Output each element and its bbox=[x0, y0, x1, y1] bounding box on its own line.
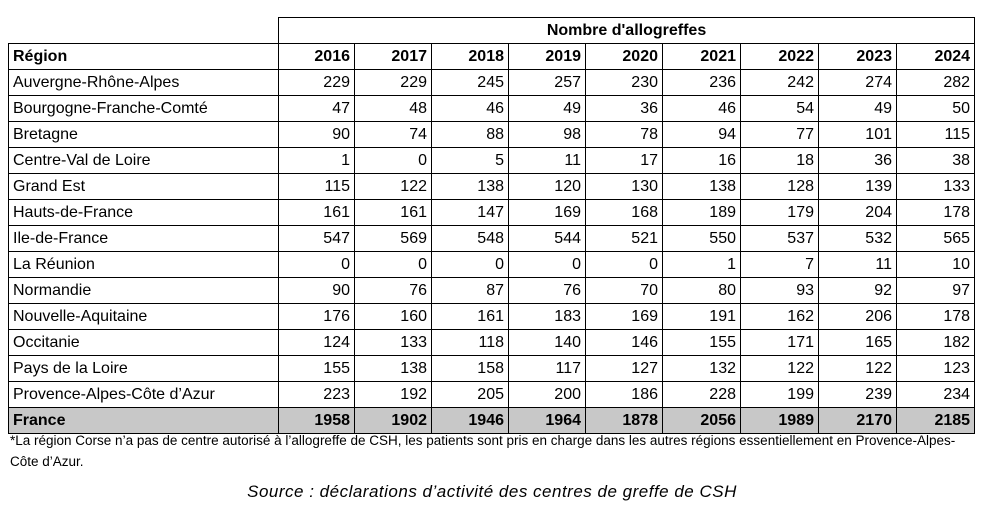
value-cell: 1902 bbox=[355, 408, 432, 434]
value-cell: 1 bbox=[663, 252, 741, 278]
value-cell: 48 bbox=[355, 96, 432, 122]
region-cell: Provence-Alpes-Côte d’Azur bbox=[9, 382, 279, 408]
value-cell: 70 bbox=[586, 278, 663, 304]
region-cell: La Réunion bbox=[9, 252, 279, 278]
value-cell: 1964 bbox=[509, 408, 586, 434]
value-cell: 169 bbox=[509, 200, 586, 226]
value-cell: 146 bbox=[586, 330, 663, 356]
value-cell: 7 bbox=[741, 252, 819, 278]
value-cell: 2056 bbox=[663, 408, 741, 434]
table-row bbox=[9, 174, 975, 200]
value-cell: 90 bbox=[279, 278, 355, 304]
allograft-table bbox=[8, 17, 975, 434]
value-cell: 205 bbox=[432, 382, 509, 408]
source-caption: Source : déclarations d’activité des centres de greffe de CSH bbox=[247, 482, 737, 501]
value-cell: 94 bbox=[663, 122, 741, 148]
value-cell: 76 bbox=[509, 278, 586, 304]
value-cell: 1958 bbox=[279, 408, 355, 434]
value-cell: 532 bbox=[819, 226, 897, 252]
value-cell: 521 bbox=[586, 226, 663, 252]
value-cell: 200 bbox=[509, 382, 586, 408]
value-cell: 192 bbox=[355, 382, 432, 408]
value-cell: 155 bbox=[279, 356, 355, 382]
value-cell: 239 bbox=[819, 382, 897, 408]
value-cell: 128 bbox=[741, 174, 819, 200]
value-cell: 229 bbox=[279, 70, 355, 96]
value-cell: 122 bbox=[355, 174, 432, 200]
value-cell: 230 bbox=[586, 70, 663, 96]
value-cell: 118 bbox=[432, 330, 509, 356]
region-cell: Grand Est bbox=[9, 174, 279, 200]
value-cell: 46 bbox=[663, 96, 741, 122]
value-cell: 1878 bbox=[586, 408, 663, 434]
value-cell: 36 bbox=[819, 148, 897, 174]
value-cell: 160 bbox=[355, 304, 432, 330]
value-cell: 223 bbox=[279, 382, 355, 408]
value-cell: 98 bbox=[509, 122, 586, 148]
value-cell: 161 bbox=[279, 200, 355, 226]
value-cell: 169 bbox=[586, 304, 663, 330]
blank-corner-cell bbox=[9, 18, 279, 44]
value-cell: 93 bbox=[741, 278, 819, 304]
value-cell: 132 bbox=[663, 356, 741, 382]
value-cell: 183 bbox=[509, 304, 586, 330]
value-cell: 158 bbox=[432, 356, 509, 382]
value-cell: 550 bbox=[663, 226, 741, 252]
value-cell: 161 bbox=[355, 200, 432, 226]
table-row bbox=[9, 148, 975, 174]
value-cell: 0 bbox=[432, 252, 509, 278]
value-cell: 138 bbox=[355, 356, 432, 382]
year-header-2020: 2020 bbox=[586, 44, 663, 70]
value-cell: 548 bbox=[432, 226, 509, 252]
value-cell: 127 bbox=[586, 356, 663, 382]
value-cell: 76 bbox=[355, 278, 432, 304]
value-cell: 178 bbox=[897, 304, 975, 330]
value-cell: 1989 bbox=[741, 408, 819, 434]
value-cell: 2185 bbox=[897, 408, 975, 434]
table-row bbox=[9, 278, 975, 304]
value-cell: 10 bbox=[897, 252, 975, 278]
table-row bbox=[9, 226, 975, 252]
value-cell: 274 bbox=[819, 70, 897, 96]
value-cell: 0 bbox=[586, 252, 663, 278]
table-row bbox=[9, 382, 975, 408]
value-cell: 138 bbox=[663, 174, 741, 200]
value-cell: 165 bbox=[819, 330, 897, 356]
value-cell: 547 bbox=[279, 226, 355, 252]
table-row bbox=[9, 200, 975, 226]
value-cell: 0 bbox=[355, 252, 432, 278]
value-cell: 147 bbox=[432, 200, 509, 226]
table-row bbox=[9, 122, 975, 148]
table-header bbox=[9, 18, 975, 70]
value-cell: 236 bbox=[663, 70, 741, 96]
value-cell: 257 bbox=[509, 70, 586, 96]
value-cell: 139 bbox=[819, 174, 897, 200]
value-cell: 87 bbox=[432, 278, 509, 304]
value-cell: 49 bbox=[819, 96, 897, 122]
value-cell: 11 bbox=[509, 148, 586, 174]
value-cell: 49 bbox=[509, 96, 586, 122]
region-cell: Hauts-de-France bbox=[9, 200, 279, 226]
value-cell: 161 bbox=[432, 304, 509, 330]
value-cell: 88 bbox=[432, 122, 509, 148]
value-cell: 97 bbox=[897, 278, 975, 304]
value-cell: 155 bbox=[663, 330, 741, 356]
value-cell: 234 bbox=[897, 382, 975, 408]
value-cell: 46 bbox=[432, 96, 509, 122]
value-cell: 1 bbox=[279, 148, 355, 174]
group-header: Nombre d'allogreffes bbox=[279, 18, 975, 44]
value-cell: 138 bbox=[432, 174, 509, 200]
region-cell: Occitanie bbox=[9, 330, 279, 356]
region-header: Région bbox=[9, 44, 279, 70]
value-cell: 50 bbox=[897, 96, 975, 122]
value-cell: 38 bbox=[897, 148, 975, 174]
year-header-2024: 2024 bbox=[897, 44, 975, 70]
region-cell: Auvergne-Rhône-Alpes bbox=[9, 70, 279, 96]
value-cell: 204 bbox=[819, 200, 897, 226]
allograft-table-container bbox=[8, 17, 974, 434]
value-cell: 80 bbox=[663, 278, 741, 304]
value-cell: 78 bbox=[586, 122, 663, 148]
value-cell: 206 bbox=[819, 304, 897, 330]
value-cell: 2170 bbox=[819, 408, 897, 434]
value-cell: 90 bbox=[279, 122, 355, 148]
value-cell: 537 bbox=[741, 226, 819, 252]
value-cell: 1946 bbox=[432, 408, 509, 434]
year-header-2017: 2017 bbox=[355, 44, 432, 70]
region-cell: Normandie bbox=[9, 278, 279, 304]
value-cell: 191 bbox=[663, 304, 741, 330]
value-cell: 544 bbox=[509, 226, 586, 252]
value-cell: 122 bbox=[819, 356, 897, 382]
value-cell: 228 bbox=[663, 382, 741, 408]
value-cell: 179 bbox=[741, 200, 819, 226]
table-row bbox=[9, 96, 975, 122]
table-row bbox=[9, 330, 975, 356]
value-cell: 282 bbox=[897, 70, 975, 96]
value-cell: 182 bbox=[897, 330, 975, 356]
value-cell: 123 bbox=[897, 356, 975, 382]
value-cell: 130 bbox=[586, 174, 663, 200]
value-cell: 229 bbox=[355, 70, 432, 96]
table-row bbox=[9, 304, 975, 330]
value-cell: 36 bbox=[586, 96, 663, 122]
value-cell: 117 bbox=[509, 356, 586, 382]
value-cell: 140 bbox=[509, 330, 586, 356]
year-header-2018: 2018 bbox=[432, 44, 509, 70]
table-row bbox=[9, 70, 975, 96]
value-cell: 92 bbox=[819, 278, 897, 304]
region-cell: Centre-Val de Loire bbox=[9, 148, 279, 174]
region-cell: Nouvelle-Aquitaine bbox=[9, 304, 279, 330]
value-cell: 77 bbox=[741, 122, 819, 148]
value-cell: 124 bbox=[279, 330, 355, 356]
value-cell: 18 bbox=[741, 148, 819, 174]
value-cell: 0 bbox=[279, 252, 355, 278]
group-header-row bbox=[9, 18, 975, 44]
value-cell: 47 bbox=[279, 96, 355, 122]
value-cell: 17 bbox=[586, 148, 663, 174]
region-cell: Bretagne bbox=[9, 122, 279, 148]
value-cell: 120 bbox=[509, 174, 586, 200]
value-cell: 54 bbox=[741, 96, 819, 122]
value-cell: 569 bbox=[355, 226, 432, 252]
value-cell: 115 bbox=[279, 174, 355, 200]
value-cell: 0 bbox=[355, 148, 432, 174]
year-header-2019: 2019 bbox=[509, 44, 586, 70]
table-row bbox=[9, 356, 975, 382]
footnote: *La région Corse n’a pas de centre autorisé à l’allogreffe de CSH, les patients sont pris en charge dans les autres régions essentiellement en Provence-Alpes-Côte d’Azur. bbox=[10, 433, 956, 469]
value-cell: 171 bbox=[741, 330, 819, 356]
value-cell: 16 bbox=[663, 148, 741, 174]
value-cell: 178 bbox=[897, 200, 975, 226]
year-header-2016: 2016 bbox=[279, 44, 355, 70]
year-header-2022: 2022 bbox=[741, 44, 819, 70]
value-cell: 565 bbox=[897, 226, 975, 252]
value-cell: 0 bbox=[509, 252, 586, 278]
value-cell: 245 bbox=[432, 70, 509, 96]
value-cell: 5 bbox=[432, 148, 509, 174]
value-cell: 162 bbox=[741, 304, 819, 330]
year-header-row bbox=[9, 44, 975, 70]
value-cell: 189 bbox=[663, 200, 741, 226]
table-row bbox=[9, 252, 975, 278]
value-cell: 168 bbox=[586, 200, 663, 226]
region-cell: Bourgogne-Franche-Comté bbox=[9, 96, 279, 122]
value-cell: 101 bbox=[819, 122, 897, 148]
value-cell: 133 bbox=[355, 330, 432, 356]
region-cell: France bbox=[9, 408, 279, 434]
value-cell: 133 bbox=[897, 174, 975, 200]
table-body bbox=[9, 70, 975, 434]
value-cell: 74 bbox=[355, 122, 432, 148]
year-header-2023: 2023 bbox=[819, 44, 897, 70]
value-cell: 242 bbox=[741, 70, 819, 96]
year-header-2021: 2021 bbox=[663, 44, 741, 70]
value-cell: 176 bbox=[279, 304, 355, 330]
value-cell: 122 bbox=[741, 356, 819, 382]
region-cell: Pays de la Loire bbox=[9, 356, 279, 382]
value-cell: 186 bbox=[586, 382, 663, 408]
value-cell: 199 bbox=[741, 382, 819, 408]
value-cell: 115 bbox=[897, 122, 975, 148]
value-cell: 11 bbox=[819, 252, 897, 278]
region-cell: Ile-de-France bbox=[9, 226, 279, 252]
